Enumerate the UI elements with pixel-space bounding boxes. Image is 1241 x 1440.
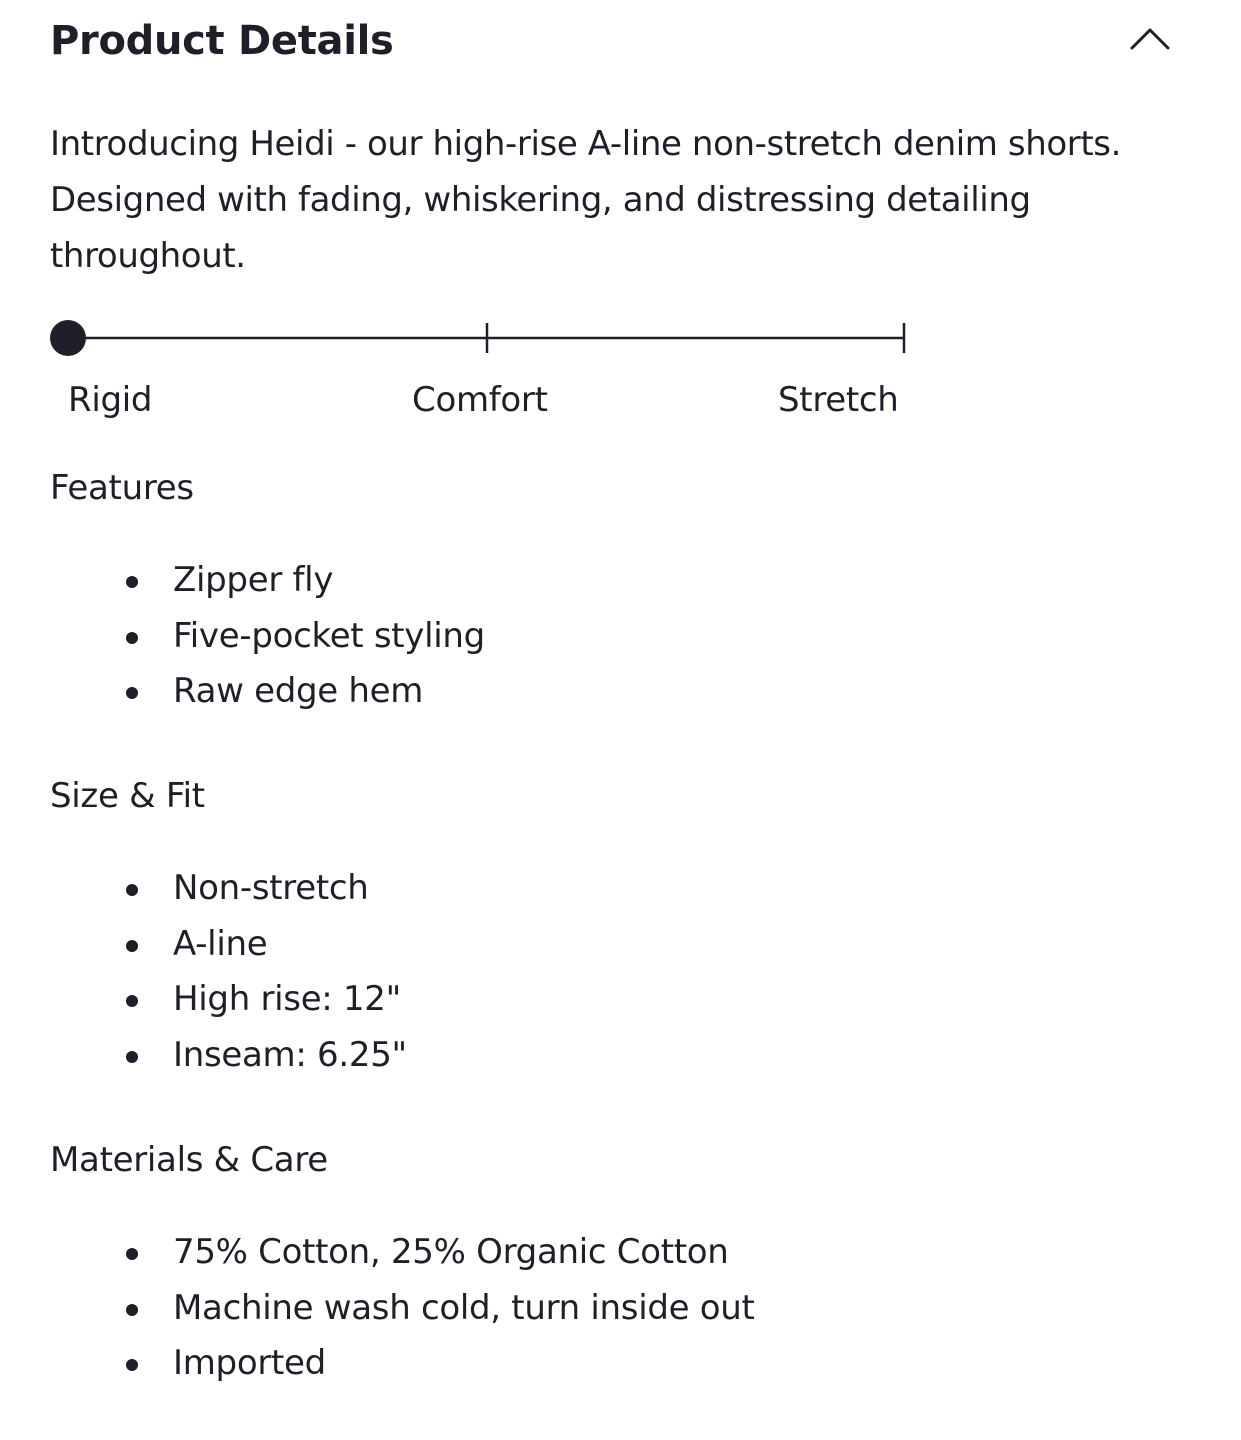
- materials-care-heading: Materials & Care: [50, 1140, 328, 1180]
- features-list: [0, 553, 1100, 720]
- stretch-scale: [40, 310, 940, 440]
- list-item: Machine wash cold, turn inside out: [0, 1281, 1100, 1337]
- section-title: Product Details: [50, 18, 394, 64]
- stretch-scale-track: [40, 310, 940, 370]
- chevron-up-icon-svg: [1128, 24, 1172, 56]
- list-item: 75% Cotton, 25% Organic Cotton: [0, 1225, 1100, 1281]
- list-item: Inseam: 6.25": [0, 1028, 1100, 1084]
- scale-marker-dot: [50, 320, 86, 356]
- size-fit-list: [0, 861, 1100, 1083]
- list-item: High rise: 12": [0, 972, 1100, 1028]
- list-item: Imported: [0, 1336, 1100, 1392]
- scale-label-comfort: Comfort: [412, 380, 548, 420]
- product-description: Introducing Heidi - our high-rise A-line non-stretch denim shorts. Designed with fading, whiskering, and distressing detailing throughout.: [50, 124, 1121, 276]
- materials-care-list: [0, 1225, 1100, 1392]
- list-item: Raw edge hem: [0, 664, 1100, 720]
- accordion-header[interactable]: [50, 14, 1180, 74]
- features-heading: Features: [50, 468, 194, 508]
- list-item: Five-pocket styling: [0, 609, 1100, 665]
- list-item: Zipper fly: [0, 553, 1100, 609]
- scale-label-stretch: Stretch: [778, 380, 899, 420]
- chevron-up-icon[interactable]: [1128, 24, 1172, 56]
- list-item: Non-stretch: [0, 861, 1100, 917]
- list-item: A-line: [0, 917, 1100, 973]
- scale-label-rigid: Rigid: [68, 380, 153, 420]
- size-fit-heading: Size & Fit: [50, 776, 205, 816]
